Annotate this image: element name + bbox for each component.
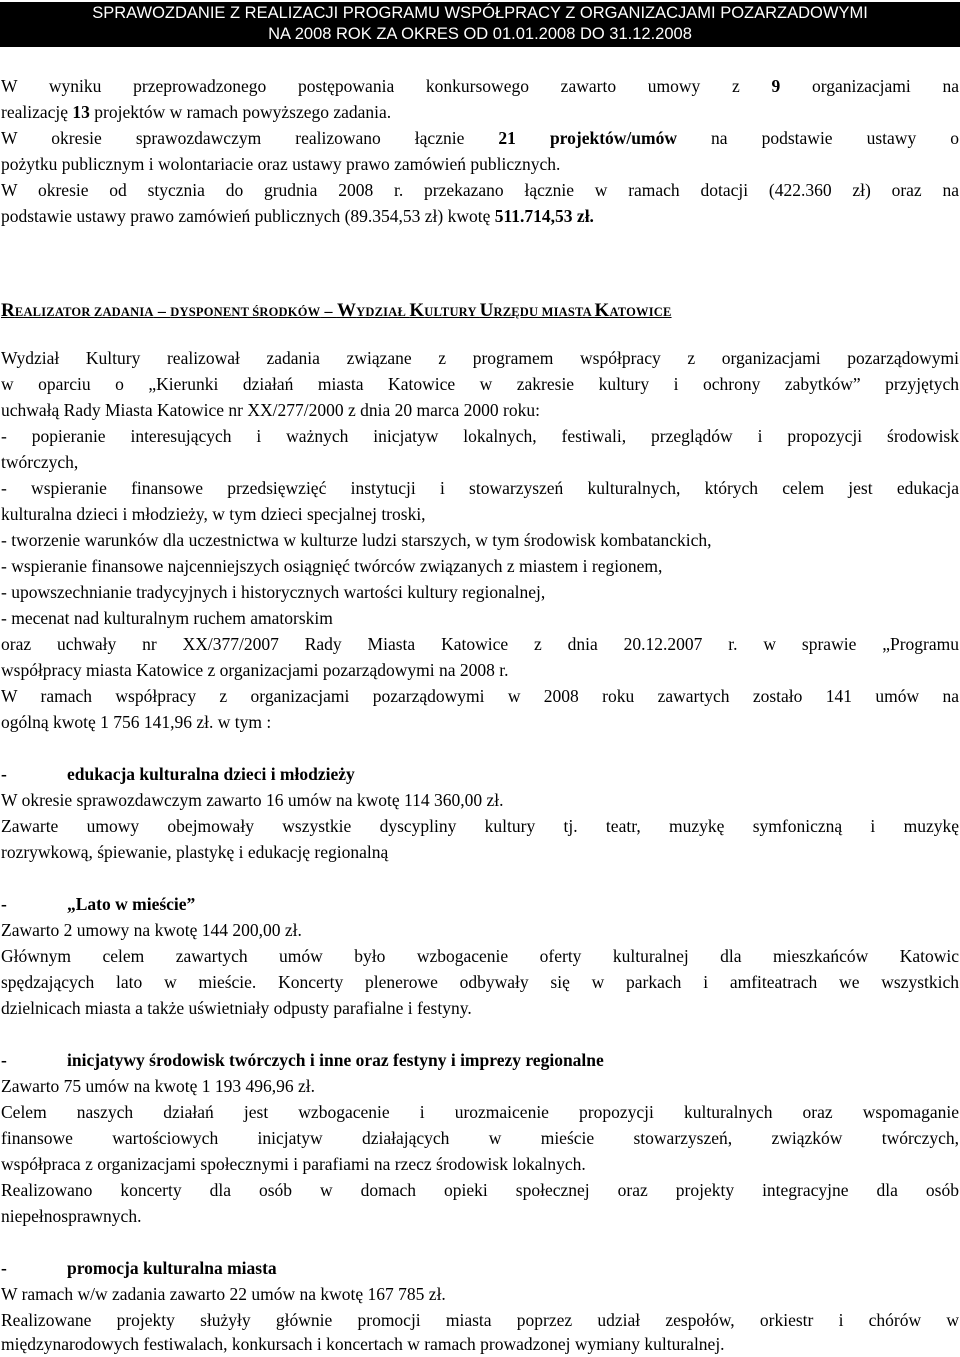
- body-line: - popieranie interesujących i ważnych inicjatyw lokalnych, festiwali, przeglądów i propozycji środowisk: [1, 426, 959, 446]
- intro-line-6: [1, 203, 959, 229]
- body-line: Wydział Kultury realizował zadania związane z programem współpracy z organizacjami pozarządowymi: [1, 348, 959, 368]
- heading-smallcaps: DYSPONENT ŚRODKÓW: [170, 305, 321, 319]
- section-line: międzynarodowych festiwalach, konkursach i koncertach w ramach prowadzonej wymiany kulturalnej.: [1, 1334, 725, 1354]
- section-line: W ramach w/w zadania zawarto 22 umów na kwotę 167 785 zł.: [1, 1284, 446, 1304]
- section-line: W okresie sprawozdawczym zawarto 16 umów na kwotę 114 360,00 zł.: [1, 790, 504, 810]
- intro-text: W wyniku przeprowadzonego postępowania konkursowego zawarto umowy z: [1, 76, 772, 96]
- intro-text: na podstawie ustawy o: [677, 128, 959, 148]
- intro-text: realizację: [1, 102, 73, 122]
- header-line-2: NA 2008 ROK ZA OKRES OD 01.01.2008 DO 31.12.2008: [268, 25, 692, 43]
- body-line: - upowszechnianie tradycyjnych i historycznych wartości kultury regionalnej,: [1, 582, 546, 602]
- organization-count: 9: [771, 76, 781, 96]
- section-line: Celem naszych działań jest wzbogacenie i urozmaicenie propozycji kulturalnych oraz wspomaganie: [1, 1102, 959, 1122]
- section-line: niepełnosprawnych.: [1, 1206, 142, 1226]
- intro-text: projektów w ramach powyższego zadania.: [89, 102, 392, 122]
- heading-initial: W: [336, 300, 357, 321]
- intro-line-5: W okresie od stycznia do grudnia 2008 r. przekazano łącznie w ramach dotacji (422.360 zł) oraz na: [1, 180, 959, 200]
- intro-text: organizacjami na: [780, 76, 959, 96]
- section-title: [1, 1047, 959, 1073]
- heading-separator: –: [153, 303, 171, 320]
- heading-smallcaps: ULTURY: [424, 305, 480, 319]
- intro-text: W okresie sprawozdawczym realizowano łącznie: [1, 128, 499, 148]
- heading-initial: K: [409, 300, 425, 321]
- body-line: - tworzenie warunków dla uczestnictwa w kulturze ludzi starszych, w tym środowisk kombatanckich,: [1, 530, 712, 550]
- total-projects: 21 projektów/umów: [498, 128, 677, 148]
- section-title: [1, 1255, 959, 1281]
- body-line: twórczych,: [1, 452, 79, 472]
- heading-initial: U: [479, 300, 494, 321]
- heading-initial: R: [1, 300, 15, 321]
- header-line-1: SPRAWOZDANIE Z REALIZACJI PROGRAMU WSPÓŁPRACY Z ORGANIZACJAMI POZARZADOWYMI: [92, 4, 868, 22]
- body-line: w oparciu o „Kierunki działań miasta Katowice w zakresie kultury i ochrony zabytków” przyjętych: [1, 374, 959, 394]
- section-line: Zawarto 2 umowy na kwotę 144 200,00 zł.: [1, 920, 302, 940]
- body-line: oraz uchwały nr XX/377/2007 Rady Miasta Katowice z dnia 20.12.2007 r. w sprawie „Programu: [1, 634, 959, 654]
- intro-line-4: pożytku publicznym i wolontariacie oraz ustawy prawo zamówień publicznych.: [1, 154, 561, 174]
- list-dash: -: [1, 1050, 7, 1070]
- section-line: dzielnicach miasta a także uświetniały odpusty parafialne i festyny.: [1, 998, 472, 1018]
- section-heading: [1, 300, 672, 322]
- report-header: [0, 2, 960, 47]
- body-line: - mecenat nad kulturalnym ruchem amatorskim: [1, 608, 333, 628]
- intro-line-1: [1, 73, 959, 99]
- section-line: Zawarto 75 umów na kwotę 1 193 496,96 zł.: [1, 1076, 315, 1096]
- body-line: - wspieranie finansowe najcenniejszych osiągnięć twórców związanych z miastem i regionem,: [1, 556, 663, 576]
- intro-line-2: [1, 99, 959, 125]
- total-amount: 511.714,53 zł.: [494, 206, 594, 226]
- section-line: spędzających lato w mieście. Koncerty plenerowe odbywały się w parkach i amfiteatrach we wszystkich: [1, 972, 959, 992]
- project-count: 13: [72, 102, 90, 122]
- section-title: [1, 761, 959, 787]
- body-line: kulturalna dzieci i młodzieży, w tym dzieci specjalnej troski,: [1, 504, 426, 524]
- body-line: - wspieranie finansowe przedsięwzięć instytucji i stowarzyszeń kulturalnych, których celem jest edukacja: [1, 478, 959, 498]
- body-line: W ramach współpracy z organizacjami pozarządowymi w 2008 roku zawartych zostało 141 umów na: [1, 686, 959, 706]
- intro-line-3: [1, 125, 959, 151]
- section-line: finansowe wartościowych inicjatyw działających w mieście stowarzyszeń, związków twórczych,: [1, 1128, 959, 1148]
- section-title-text: inicjatywy środowisk twórczych i inne oraz festyny i imprezy regionalne: [67, 1050, 604, 1070]
- body-line: ogólną kwotę 1 756 141,96 zł. w tym :: [1, 712, 272, 732]
- body-line: uchwałą Rady Miasta Katowice nr XX/277/2000 z dnia 20 marca 2000 roku:: [1, 400, 540, 420]
- heading-smallcaps: EALIZATOR ZADANIA: [14, 305, 154, 319]
- section-line: Realizowano koncerty dla osób w domach opieki społecznej oraz projekty integracyjne dla osób: [1, 1180, 959, 1200]
- section-line: Zawarte umowy obejmowały wszystkie dyscypliny kultury tj. teatr, muzykę symfoniczną i muzykę: [1, 816, 959, 836]
- section-line: Realizowane projekty służyły głównie promocji miasta poprzez udział zespołów, orkiestr i chórów w: [1, 1310, 959, 1330]
- heading-smallcaps: ATOWICE: [609, 305, 672, 319]
- section-line: Głównym celem zawartych umów było wzbogacenie oferty kulturalnej dla mieszkańców Katowic: [1, 946, 959, 966]
- section-title: [1, 891, 959, 917]
- intro-text: podstawie ustawy prawo zamówień publicznych (89.354,53 zł) kwotę: [1, 206, 495, 226]
- section-line: rozrywkową, śpiewanie, plastykę i edukację regionalną: [1, 842, 389, 862]
- body-line: współpracy miasta Katowice z organizacjami pozarządowymi na 2008 r.: [1, 660, 509, 680]
- list-dash: -: [1, 1258, 7, 1278]
- heading-initial: K: [594, 300, 610, 321]
- section-title-text: „Lato w mieście”: [67, 894, 196, 914]
- list-dash: -: [1, 894, 7, 914]
- section-title-text: edukacja kulturalna dzieci i młodzieży: [67, 764, 355, 784]
- section-line: współpraca z organizacjami społecznymi i parafiami na rzecz środowisk lokalnych.: [1, 1154, 586, 1174]
- section-title-text: promocja kulturalna miasta: [67, 1258, 277, 1278]
- list-dash: -: [1, 764, 7, 784]
- heading-separator: –: [320, 303, 337, 320]
- heading-smallcaps: RZĘDU MIASTA: [493, 305, 595, 319]
- heading-smallcaps: YDZIAŁ: [356, 305, 410, 319]
